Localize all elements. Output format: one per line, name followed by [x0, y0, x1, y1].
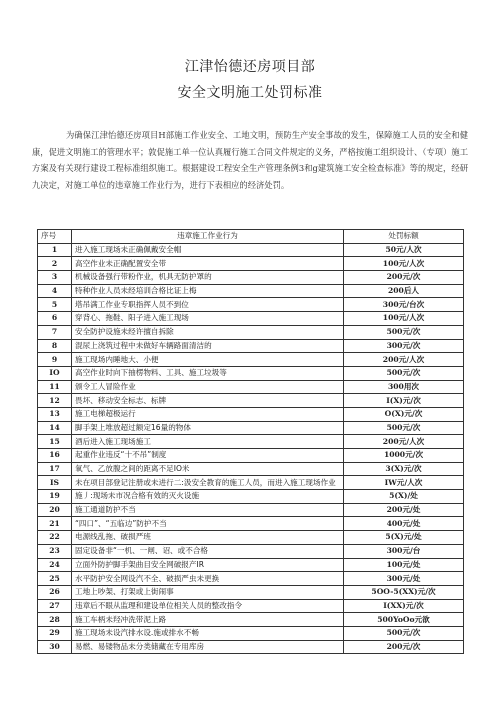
table-row — [38, 517, 464, 531]
table-row — [38, 339, 464, 353]
row-violation: 酒后进入施工现场施工 — [72, 435, 344, 449]
row-penalty: 5(X)/处 — [344, 490, 464, 504]
row-violation: 施工车柄未羟冲洗带泥上路 — [72, 613, 344, 627]
row-number: 17 — [38, 462, 72, 476]
row-penalty: I(X)元/次 — [344, 394, 464, 408]
row-violation: 施丿:现场未市况合格有效的灭火设施 — [72, 490, 344, 504]
row-penalty: 500YoOo元欲 — [344, 613, 464, 627]
row-penalty: 200元/次 — [344, 640, 464, 654]
row-violation: 违章后不眼从监理和建设单位相关人员的整改指令 — [72, 599, 344, 613]
row-number: 27 — [38, 599, 72, 613]
row-number: 14 — [38, 421, 72, 435]
row-penalty: 500元/次 — [344, 366, 464, 380]
row-violation: 穿背心、拖鞋、阳子进入施工现场 — [72, 312, 344, 326]
table-row — [38, 544, 464, 558]
intro-paragraph: 为确保江津怡德还房项目H部施工作业安全、工地文明，预防生产安全事故的发生，保障施工人员的安全和健康，促进文明施工的管理水平；敦促施工单一位认真履行施工合同文件规定的义务，严格按施工组织设计、（专项）施工方案及有关现行建设工程标准组织施工。根据建设工程安全生产管理条例3和g建筑施工安全检查标准》等的规定，经研九决定，对施工单位的违章施工作业行为，进行下表相应的经济处罚。 — [32, 130, 468, 190]
row-penalty: 50元/人次 — [344, 243, 464, 257]
row-number: 29 — [38, 626, 72, 640]
row-violation: 施工现场未设汽排水设.施或排水不畅 — [72, 626, 344, 640]
row-penalty: 3(X)元/次 — [344, 462, 464, 476]
table-header-row — [38, 230, 464, 244]
row-number: 21 — [38, 517, 72, 531]
row-number: 25 — [38, 572, 72, 586]
row-penalty: 300用次 — [344, 380, 464, 394]
table-row — [38, 626, 464, 640]
row-number: 22 — [38, 531, 72, 545]
row-violation: 氧气、乙放腹之间的距离不足IO米 — [72, 462, 344, 476]
table-body — [38, 243, 464, 654]
table-row — [38, 243, 464, 257]
row-number: 11 — [38, 380, 72, 394]
row-number: 8 — [38, 339, 72, 353]
table-row — [38, 531, 464, 545]
row-violation: 水平防护安全网设汽不全、破损严虫未更换 — [72, 572, 344, 586]
row-penalty: 500元/次 — [344, 325, 464, 339]
row-penalty: 200后人 — [344, 284, 464, 298]
row-penalty: 100元/人次 — [344, 312, 464, 326]
row-violation: 工地上吵架、打架或上街闹事 — [72, 585, 344, 599]
row-number: 23 — [38, 544, 72, 558]
row-penalty: O(X)元/次 — [344, 407, 464, 421]
row-violation: 高空作业时向下抽楞物料、工具、施工垃圾等 — [72, 366, 344, 380]
row-number: 6 — [38, 312, 72, 326]
row-number: 28 — [38, 613, 72, 627]
row-violation: 立面外防护脚手架曲目安全网破报产IR — [72, 558, 344, 572]
table-row — [38, 640, 464, 654]
row-number: 30 — [38, 640, 72, 654]
table-row — [38, 394, 464, 408]
row-penalty: 100元/处 — [344, 558, 464, 572]
row-number: 9 — [38, 353, 72, 367]
row-violation: 混尿上浇筑过程中未做好车辆路面清洁的 — [72, 339, 344, 353]
row-violation: 脚手架上堆放超过额定16量的物体 — [72, 421, 344, 435]
row-penalty: 200元/处 — [344, 503, 464, 517]
row-violation: 特种作业人员未经培训合格比证上梅 — [72, 284, 344, 298]
row-number: 3 — [38, 271, 72, 285]
row-penalty: 500元/次 — [344, 421, 464, 435]
row-penalty: 100元/人次 — [344, 257, 464, 271]
row-number: 1 — [38, 243, 72, 257]
row-number: 24 — [38, 558, 72, 572]
row-violation: “四口”、“五临边”防护不当 — [72, 517, 344, 531]
table-row — [38, 257, 464, 271]
table-row — [38, 435, 464, 449]
row-violation: 施工现场内睡地大、小便 — [72, 353, 344, 367]
row-penalty: 300元/台 — [344, 544, 464, 558]
table-row — [38, 298, 464, 312]
header-item: 违章施工作业行为 — [72, 230, 344, 244]
row-penalty: 1000元/次 — [344, 449, 464, 463]
header-penalty: 处罚标额 — [344, 230, 464, 244]
row-violation: 机械设备强行带粉作业，机具无防护罩的 — [72, 271, 344, 285]
table-row — [38, 490, 464, 504]
row-violation: 安全防护设施未经许擅自拆除 — [72, 325, 344, 339]
row-violation: 未在项目部登记注册或未进行二:汲安全教育的施工人员，而进入施工现场作业 — [72, 476, 344, 490]
row-penalty: 200元/人次 — [344, 435, 464, 449]
row-penalty: 300元/台次 — [344, 298, 464, 312]
row-number: IO — [38, 366, 72, 380]
table-row — [38, 312, 464, 326]
table-row — [38, 449, 464, 463]
row-number: 20 — [38, 503, 72, 517]
row-penalty: 500元/次 — [344, 626, 464, 640]
table-row — [38, 476, 464, 490]
row-number: 5 — [38, 298, 72, 312]
table-row — [38, 599, 464, 613]
row-number: 13 — [38, 407, 72, 421]
table-row — [38, 462, 464, 476]
row-penalty: I(XX)元/次 — [344, 599, 464, 613]
row-penalty: 200元/人次 — [344, 353, 464, 367]
table-row — [38, 558, 464, 572]
row-violation: 施工通道防护不当 — [72, 503, 344, 517]
row-number: 4 — [38, 284, 72, 298]
row-violation: 固定设备非“一机、一闸、诏、或不合格 — [72, 544, 344, 558]
table-row — [38, 366, 464, 380]
table-row — [38, 421, 464, 435]
row-violation: 高空作业未正确配置安全带 — [72, 257, 344, 271]
row-number: 15 — [38, 435, 72, 449]
document-subtitle: 安全文明施工处罚标准 — [177, 85, 323, 101]
table-row — [38, 503, 464, 517]
row-penalty: 5(X)元/处 — [344, 531, 464, 545]
row-penalty: 300元/处 — [344, 572, 464, 586]
table-row — [38, 284, 464, 298]
row-number: 19 — [38, 490, 72, 504]
header-no: 序号 — [38, 230, 72, 244]
row-penalty: 200元/次 — [344, 271, 464, 285]
row-violation: 起重作业违反“十不吊”制度 — [72, 449, 344, 463]
row-violation: 施工电梯超极运行 — [72, 407, 344, 421]
table-row — [38, 353, 464, 367]
table-row — [38, 380, 464, 394]
document-title: 江津怡德还房项目部 — [184, 59, 316, 75]
row-number: 2 — [38, 257, 72, 271]
row-number: 26 — [38, 585, 72, 599]
row-penalty: 400元/处 — [344, 517, 464, 531]
row-number: 12 — [38, 394, 72, 408]
row-violation: 易燃、易镂物品未分类储藏在专用库房 — [72, 640, 344, 654]
row-violation: 电源线乱拖、破损严班 — [72, 531, 344, 545]
table-row — [38, 325, 464, 339]
penalty-table — [37, 229, 464, 654]
table-row — [38, 613, 464, 627]
row-number: 16 — [38, 449, 72, 463]
table-row — [38, 572, 464, 586]
row-penalty: IW元/人次 — [344, 476, 464, 490]
row-violation: 塔吊满工作业专职指挥人员不到位 — [72, 298, 344, 312]
row-violation: 进入施工现场未正确佩戴安全帽 — [72, 243, 344, 257]
table-row — [38, 585, 464, 599]
row-number: 7 — [38, 325, 72, 339]
row-number: IS — [38, 476, 72, 490]
row-violation: 畏坏、移动安全标志、标牌 — [72, 394, 344, 408]
row-penalty: 5OO-5(XX)元/次 — [344, 585, 464, 599]
table-row — [38, 407, 464, 421]
row-violation: 颁令工人冒险作业 — [72, 380, 344, 394]
row-penalty: 300元/次 — [344, 339, 464, 353]
table-row — [38, 271, 464, 285]
